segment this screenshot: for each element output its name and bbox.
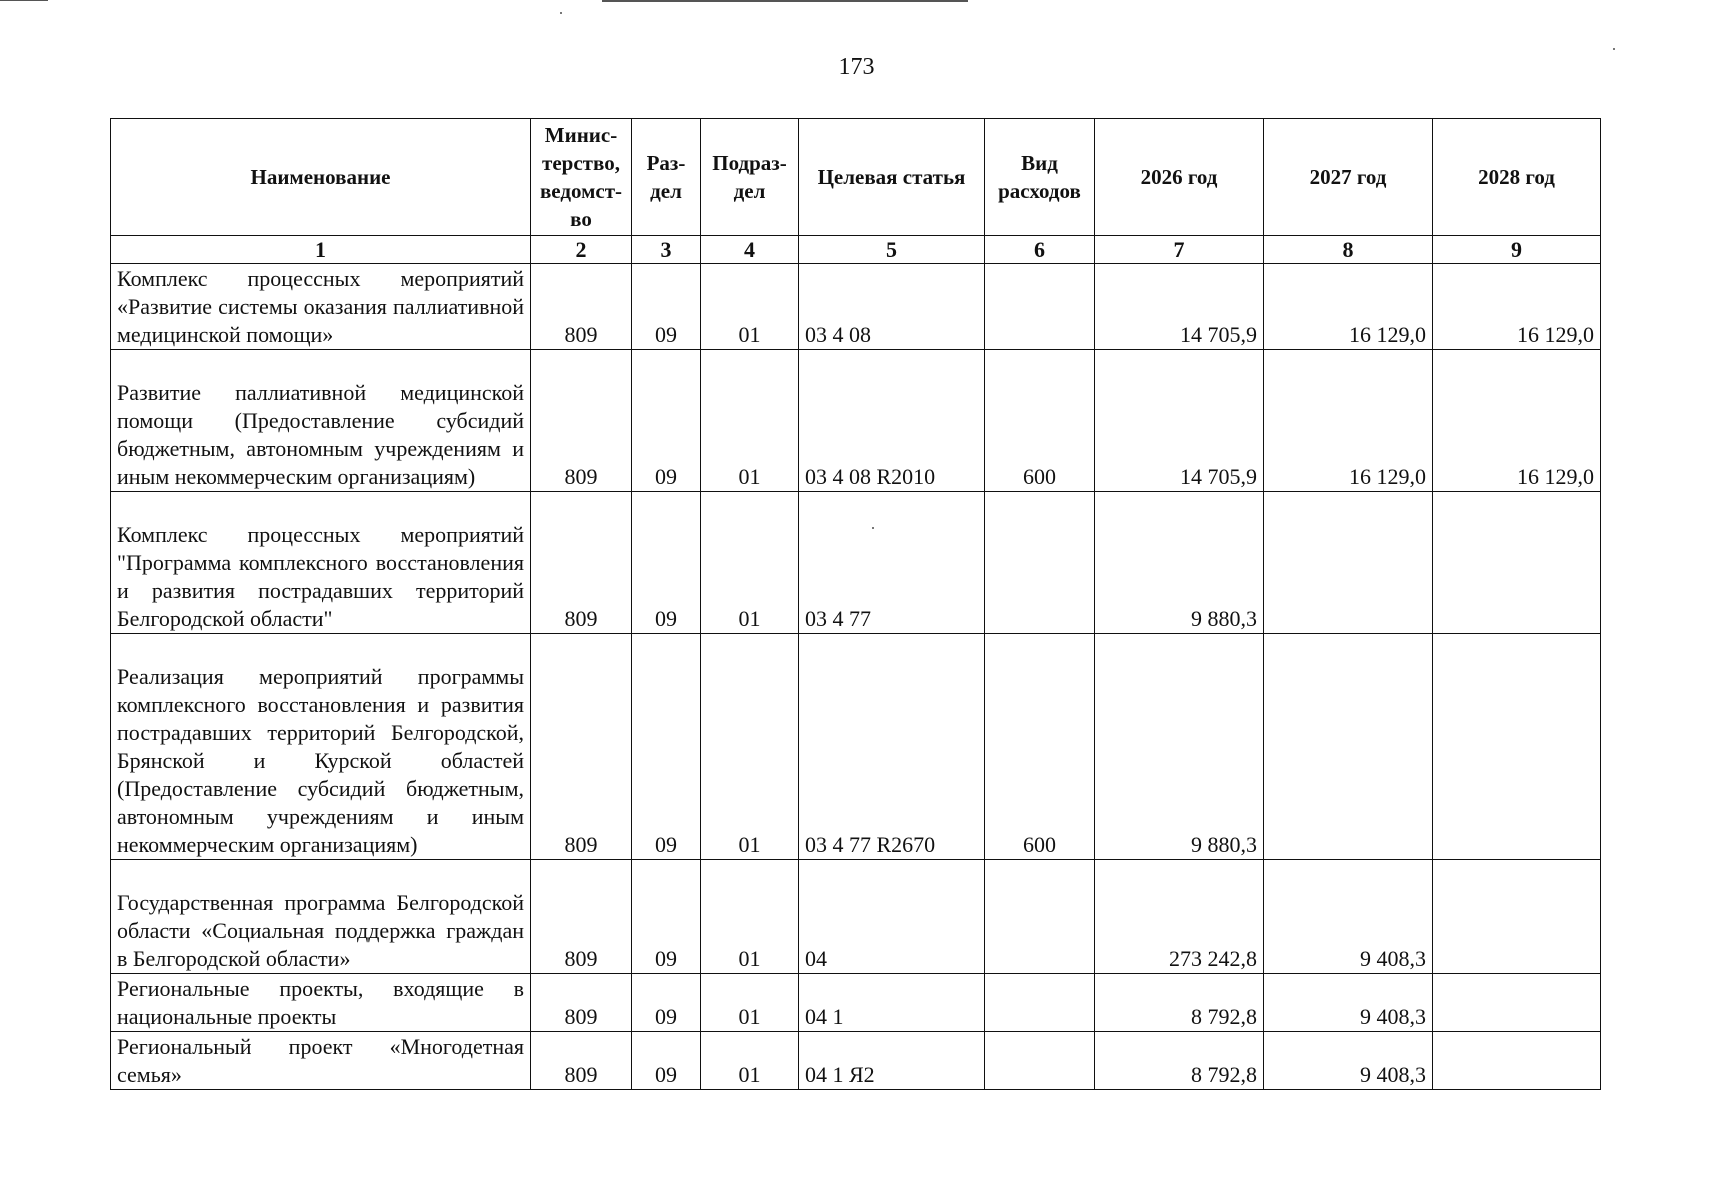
row-expense-type [985,492,1095,634]
header-section: Раз-дел [632,119,701,236]
row-target: 03 4 08 R2010 [799,350,985,492]
row-section: 09 [632,350,701,492]
header-expense-type: Вид расходов [985,119,1095,236]
row-subsection: 01 [701,634,799,860]
row-ministry: 809 [531,492,632,634]
column-number: 4 [701,236,799,264]
column-number: 6 [985,236,1095,264]
scan-edge-line-top [602,0,968,2]
column-number: 1 [111,236,531,264]
row-2028: 16 129,0 [1433,264,1601,350]
row-name: Региональный проект «Многодетная семья» [111,1032,531,1090]
row-name: Реализация мероприятий программы комплексного восстановления и развития пострадавших территорий Белгородской, Брянской и Курской областей (Предоставление субсидий бюджетным, автономным учреждениям и иным некоммерческим организациям) [111,634,531,860]
row-subsection: 01 [701,264,799,350]
row-section: 09 [632,1032,701,1090]
row-2028 [1433,492,1601,634]
row-target: 03 4 08 [799,264,985,350]
row-2027: 16 129,0 [1264,264,1433,350]
row-ministry: 809 [531,634,632,860]
row-2027 [1264,492,1433,634]
row-2028: 16 129,0 [1433,350,1601,492]
row-subsection: 01 [701,492,799,634]
column-number-row [111,236,1601,264]
row-2026: 8 792,8 [1095,1032,1264,1090]
header-subsection: Подраз-дел [701,119,799,236]
row-2026: 14 705,9 [1095,264,1264,350]
row-section: 09 [632,974,701,1032]
scan-speck [560,12,562,14]
budget-table [110,118,1601,1090]
row-subsection: 01 [701,860,799,974]
row-target: 04 [799,860,985,974]
row-ministry: 809 [531,264,632,350]
column-number: 7 [1095,236,1264,264]
table-row [111,1032,1601,1090]
row-name: Государственная программа Белгородской области «Социальная поддержка граждан в Белгородской области» [111,860,531,974]
row-target: 03 4 77 R2670 [799,634,985,860]
header-2028: 2028 год [1433,119,1601,236]
header-ministry: Минис-терство, ведомст-во [531,119,632,236]
row-2027: 9 408,3 [1264,860,1433,974]
scan-edge-line-left [0,0,48,1]
table-row [111,264,1601,350]
row-subsection: 01 [701,974,799,1032]
row-2027: 16 129,0 [1264,350,1433,492]
header-name: Наименование [111,119,531,236]
header-2027: 2027 год [1264,119,1433,236]
header-row [111,119,1601,236]
row-2027: 9 408,3 [1264,974,1433,1032]
row-2026: 9 880,3 [1095,492,1264,634]
row-2028 [1433,974,1601,1032]
row-expense-type [985,264,1095,350]
row-target: 03 4 77 [799,492,985,634]
table-row [111,350,1601,492]
row-name: Комплекс процессных мероприятий "Программа комплексного восстановления и развития пострадавших территорий Белгородской области" [111,492,531,634]
row-expense-type [985,974,1095,1032]
row-2027 [1264,634,1433,860]
header-2026: 2026 год [1095,119,1264,236]
table-row [111,492,1601,634]
row-section: 09 [632,634,701,860]
row-subsection: 01 [701,350,799,492]
row-section: 09 [632,264,701,350]
page-number: 173 [838,54,875,80]
row-2026: 8 792,8 [1095,974,1264,1032]
row-section: 09 [632,492,701,634]
row-name: Комплекс процессных мероприятий «Развитие системы оказания паллиативной медицинской помощи» [111,264,531,350]
row-expense-type: 600 [985,350,1095,492]
row-expense-type [985,860,1095,974]
row-2027: 9 408,3 [1264,1032,1433,1090]
column-number: 2 [531,236,632,264]
row-name: Региональные проекты, входящие в национальные проекты [111,974,531,1032]
row-2028 [1433,1032,1601,1090]
row-2026: 9 880,3 [1095,634,1264,860]
table-row [111,634,1601,860]
row-2028 [1433,634,1601,860]
row-2026: 273 242,8 [1095,860,1264,974]
row-section: 09 [632,860,701,974]
row-expense-type [985,1032,1095,1090]
column-number: 8 [1264,236,1433,264]
column-number: 9 [1433,236,1601,264]
row-subsection: 01 [701,1032,799,1090]
row-expense-type: 600 [985,634,1095,860]
row-ministry: 809 [531,350,632,492]
row-ministry: 809 [531,860,632,974]
row-target: 04 1 Я2 [799,1032,985,1090]
row-target: 04 1 [799,974,985,1032]
column-number: 3 [632,236,701,264]
scan-speck [1613,48,1615,50]
row-ministry: 809 [531,1032,632,1090]
table-row [111,974,1601,1032]
header-target: Целевая статья [799,119,985,236]
row-2028 [1433,860,1601,974]
row-2026: 14 705,9 [1095,350,1264,492]
row-ministry: 809 [531,974,632,1032]
row-name: Развитие паллиативной медицинской помощи (Предоставление субсидий бюджетным, автономным учреждениям и иным некоммерческим организациям) [111,350,531,492]
column-number: 5 [799,236,985,264]
table-row [111,860,1601,974]
